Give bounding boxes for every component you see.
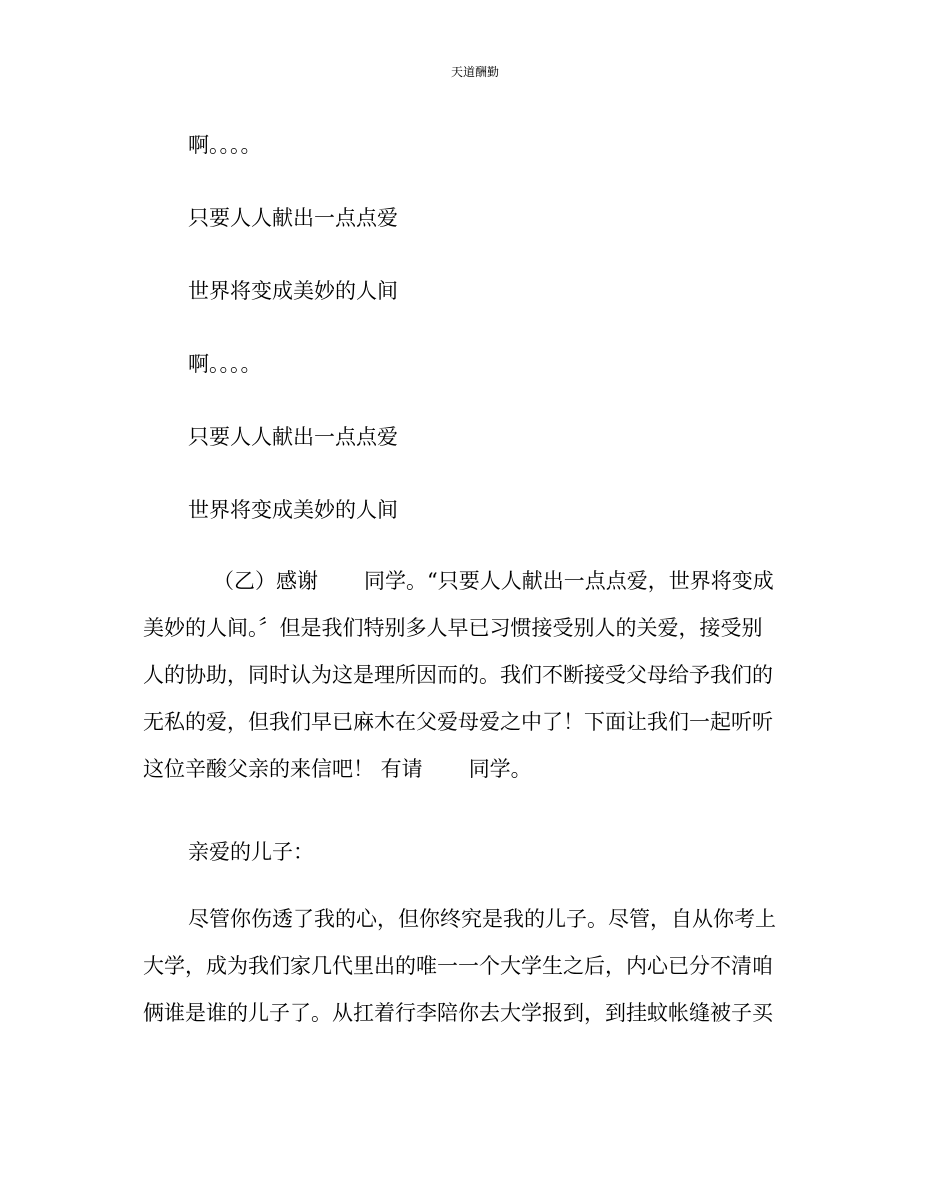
narration-text: 同学。 <box>468 757 532 781</box>
paragraph-line: 俩谁是谁的儿子了。从扛着行李陪你去大学报到，到挂蚊帐缝被子买 <box>143 1001 773 1025</box>
paragraph-line: 尽管你伤透了我的心，但你终究是我的儿子。尽管，自从你考上 <box>188 907 776 931</box>
paragraph-line <box>143 558 803 605</box>
paragraph-line: 无私的爱，但我们早已麻木在父爱母爱之中了！下面让我们一起听听 <box>143 710 773 734</box>
narration-paragraph <box>143 558 803 793</box>
letter-salutation: 亲爱的儿子： <box>188 840 314 864</box>
poem-line: 世界将变成美妙的人间 <box>188 498 398 522</box>
poem-line: 啊。。。。 <box>188 352 262 376</box>
poem-line: 啊。。。。 <box>188 133 262 157</box>
paragraph-line: 人的协助，同时认为这是理所因而的。我们不断接受父母给予我们的 <box>143 663 773 687</box>
poem-line: 世界将变成美妙的人间 <box>188 279 398 303</box>
page-header: 天道酬勤 <box>450 65 499 79</box>
paragraph-line: 大学，成为我们家几代里出的唯一一个大学生之后，内心已分不清咱 <box>143 954 773 978</box>
letter-paragraph <box>143 896 803 1037</box>
narration-text: （乙）感谢 <box>213 569 318 593</box>
poem-line: 只要人人献出一点点爱 <box>188 425 398 449</box>
narration-text: 同学。“只要人人献出一点点爱，世界将变成 <box>364 569 774 593</box>
paragraph-line: 美妙的人间。〞但是我们特别多人早已习惯接受别人的关爱，接受别 <box>143 616 763 640</box>
paragraph-line <box>143 746 803 793</box>
poem-line: 只要人人献出一点点爱 <box>188 206 398 230</box>
narration-text: 这位辛酸父亲的来信吧！ 有请 <box>143 757 423 781</box>
